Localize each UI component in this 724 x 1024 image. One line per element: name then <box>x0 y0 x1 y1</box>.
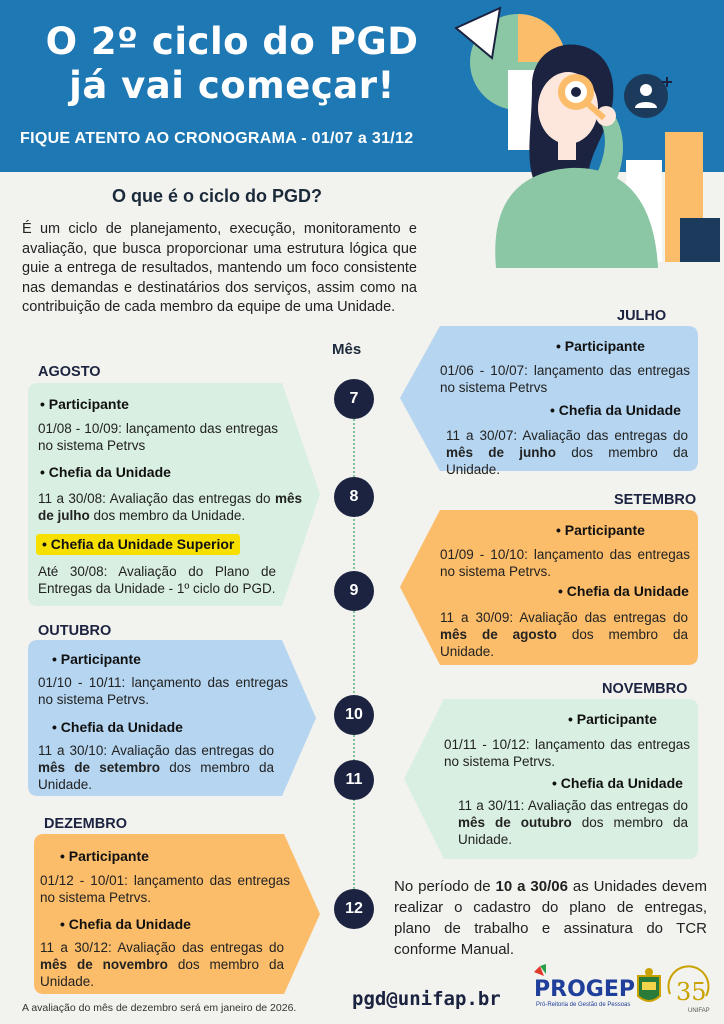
timeline-header: Mês <box>332 341 362 358</box>
role-participante: • Participante <box>568 711 657 727</box>
julho-chefia-text: 11 a 30/07: Avaliação das entregas do mês de junho dos membro da Unidade. <box>446 428 689 477</box>
setembro-chefia-text: 11 a 30/09: Avaliação das entregas do mês de agosto dos membro da Unidade. <box>440 610 689 659</box>
novembro-participante-text: 01/11 - 10/12: lançamento das entregas no sistema Petrvs. <box>444 737 690 769</box>
anniversary-sub: UNIFAP <box>688 1008 710 1014</box>
logo-text: PROGEP <box>534 977 635 1002</box>
month-label-setembro: SETEMBRO <box>614 492 697 508</box>
section-title: O que é o ciclo do PGD? <box>112 186 323 206</box>
month-node-11: 11 <box>334 760 374 800</box>
card-julho <box>400 326 698 477</box>
role-chefia: • Chefia da Unidade <box>40 464 171 480</box>
role-participante: • Participante <box>52 651 141 667</box>
role-participante: • Participante <box>40 396 129 412</box>
outubro-participante-text: 01/10 - 10/11: lançamento das entregas no sistema Petrvs. <box>38 675 288 707</box>
progep-logo <box>530 962 720 1020</box>
title-line-1: O 2º ciclo do PGD <box>45 20 419 63</box>
role-participante: • Participante <box>556 338 645 354</box>
subtitle: FIQUE ATENTO AO CRONOGRAMA - 01/07 a 31/12 <box>20 130 414 147</box>
month-node-12: 12 <box>334 889 374 929</box>
anniversary-number: 35 <box>676 978 707 1006</box>
setembro-participante-text: 01/09 - 10/10: lançamento das entregas no sistema Petrvs. <box>440 547 690 579</box>
role-participante: • Participante <box>556 522 645 538</box>
agosto-participante-text: 01/08 - 10/09: lançamento das entregas no sistema Petrvs <box>38 421 278 453</box>
month-label-novembro: NOVEMBRO <box>602 681 688 697</box>
card-outubro <box>28 640 316 796</box>
contact-email: pgd@unifap.br <box>352 988 501 1010</box>
timeline-dotted-line <box>353 396 355 916</box>
card-setembro <box>400 510 698 665</box>
julho-participante-text: 01/06 - 10/07: lançamento das entregas no sistema Petrvs <box>440 363 690 395</box>
logo-subtext: Pró-Reitoria de Gestão de Pessoas <box>536 1002 631 1008</box>
role-participante: • Participante <box>60 848 149 864</box>
title-line-2: já vai começar! <box>69 64 395 107</box>
month-node-10: 10 <box>334 695 374 735</box>
role-chefia: • Chefia da Unidade <box>60 916 191 932</box>
page-title <box>22 20 442 108</box>
novembro-chefia-text: 11 a 30/11: Avaliação das entregas do mês de outubro dos membro da Unidade. <box>458 798 688 847</box>
role-chefia: • Chefia da Unidade <box>550 402 681 418</box>
agosto-chefia-superior-text: Até 30/08: Avaliação do Plano de Entregas da Unidade - 1º ciclo do PGD. <box>38 564 276 596</box>
dezembro-chefia-text: 11 a 30/12: Avaliação das entregas do mês de novembro dos membro da Unidade. <box>40 940 284 989</box>
outubro-chefia-text: 11 a 30/10: Avaliação das entregas do mês de setembro dos membro da Unidade. <box>38 743 275 792</box>
woman-magnifier-illustration <box>440 0 724 268</box>
card-agosto <box>28 383 320 606</box>
month-label-dezembro: DEZEMBRO <box>44 816 127 832</box>
role-chefia: • Chefia da Unidade <box>552 775 683 791</box>
month-node-9: 9 <box>334 571 374 611</box>
card-dezembro <box>34 834 320 994</box>
month-node-8: 8 <box>334 477 374 517</box>
footer-note: A avaliação do mês de dezembro será em janeiro de 2026. <box>22 1002 297 1014</box>
role-chefia: • Chefia da Unidade <box>52 719 183 735</box>
dezembro-participante-text: 01/12 - 10/01: lançamento das entregas no sistema Petrvs. <box>40 873 290 905</box>
month-node-7: 7 <box>334 379 374 419</box>
role-chefia: • Chefia da Unidade <box>558 583 689 599</box>
card-novembro <box>404 699 698 859</box>
month-label-julho: JULHO <box>617 308 667 324</box>
month-label-outubro: OUTUBRO <box>38 623 112 639</box>
role-chefia-superior: • Chefia da Unidade Superior <box>36 534 240 555</box>
intro-paragraph: É um ciclo de planejamento, execução, monitoramento e avaliação, que busca proporcionar uma estrutura lógica que guie a entrega de resultados, mantendo um foco consistente nas demandas e destinatários dos serviços, assim como na contribuição de cada membro da equipe de uma Unidade. <box>22 221 417 315</box>
month-label-agosto: AGOSTO <box>38 364 101 380</box>
agosto-chefia-text: 11 a 30/08: Avaliação das entregas do mês de julho dos membro da Unidade. <box>38 491 302 523</box>
period-paragraph: No período de 10 a 30/06 as Unidades devem realizar o cadastro do plano de entregas, plano de trabalho e assinatura do TCR conforme Manual. <box>394 878 707 958</box>
